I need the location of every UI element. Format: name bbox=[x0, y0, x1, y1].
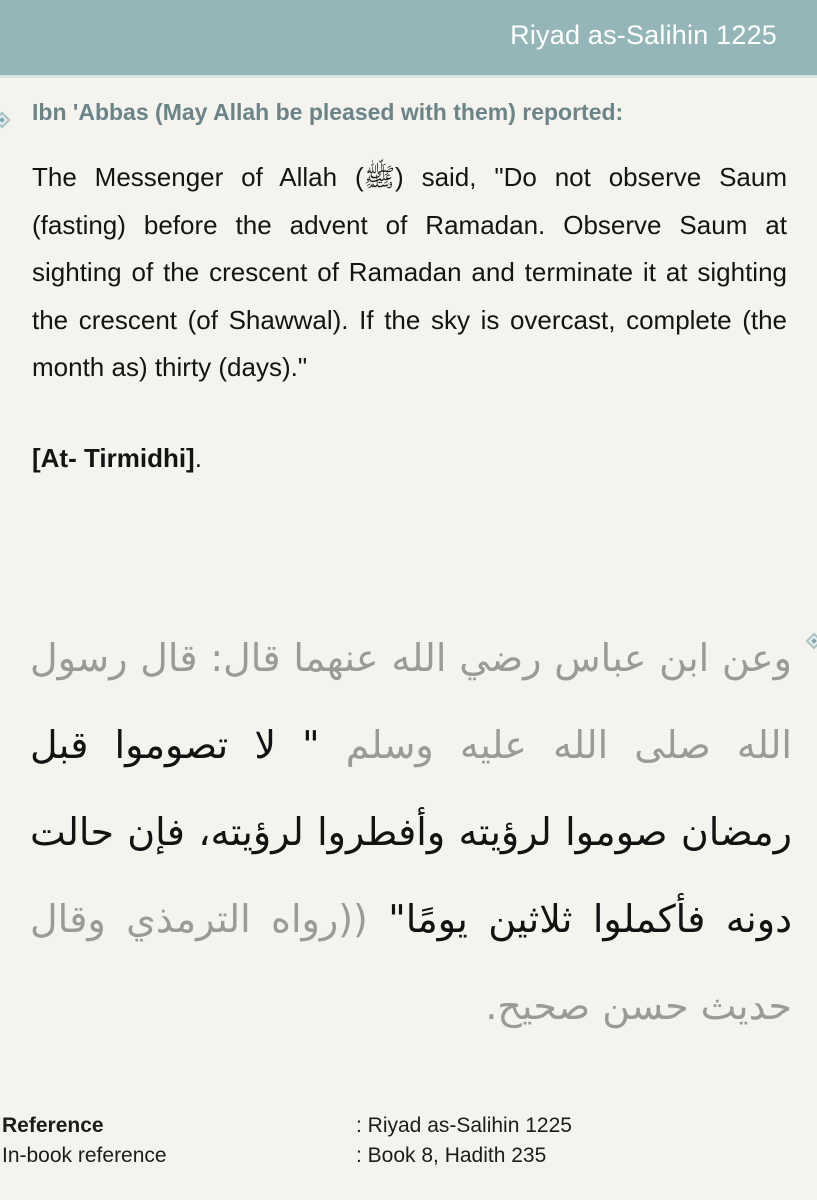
in-book-reference-row bbox=[0, 1142, 817, 1172]
diamond-ornament-icon bbox=[0, 112, 10, 129]
reference-value: : Riyad as-Salihin 1225 bbox=[356, 1114, 572, 1137]
grading-source-name: [At- Tirmidhi] bbox=[32, 443, 195, 473]
grading-suffix: . bbox=[194, 443, 202, 473]
arabic-outro: ((رواه الترمذي وقال حديث حسن صحيح. bbox=[30, 897, 792, 1028]
reference-label: Reference bbox=[2, 1114, 104, 1137]
page-header bbox=[0, 0, 817, 78]
reference-row bbox=[0, 1112, 817, 1142]
in-book-reference-value: : Book 8, Hadith 235 bbox=[356, 1144, 547, 1167]
reference-table bbox=[0, 1112, 817, 1172]
narrator-line: Ibn 'Abbas (May Allah be pleased with them) reported: bbox=[32, 99, 624, 125]
arabic-hadith-text bbox=[30, 615, 792, 1050]
english-hadith-text: The Messenger of Allah (ﷺ) said, "Do not observe Saum (fasting) before the advent of Ramadan. Observe Saum at sighting of the crescent of Ramadan and terminate it at sighting the crescent (of Shawwal). If the sky is overcast, complete (the month as) thirty (days)." bbox=[32, 162, 787, 382]
in-book-reference-label: In-book reference bbox=[2, 1144, 167, 1167]
arabic-intro: وعن ابن عباس رضي الله عنهما قال: قال رسول الله صلى الله عليه وسلم bbox=[30, 636, 792, 767]
header-title: Riyad as-Salihin 1225 bbox=[510, 20, 777, 50]
arabic-quote: " لا تصوموا قبل رمضان صوموا لرؤيته وأفطروا لرؤيته، فإن حالت دونه فأكملوا ثلاثين يومًا" bbox=[30, 723, 793, 941]
diamond-ornament-icon bbox=[806, 633, 817, 650]
grading-source bbox=[32, 443, 202, 474]
